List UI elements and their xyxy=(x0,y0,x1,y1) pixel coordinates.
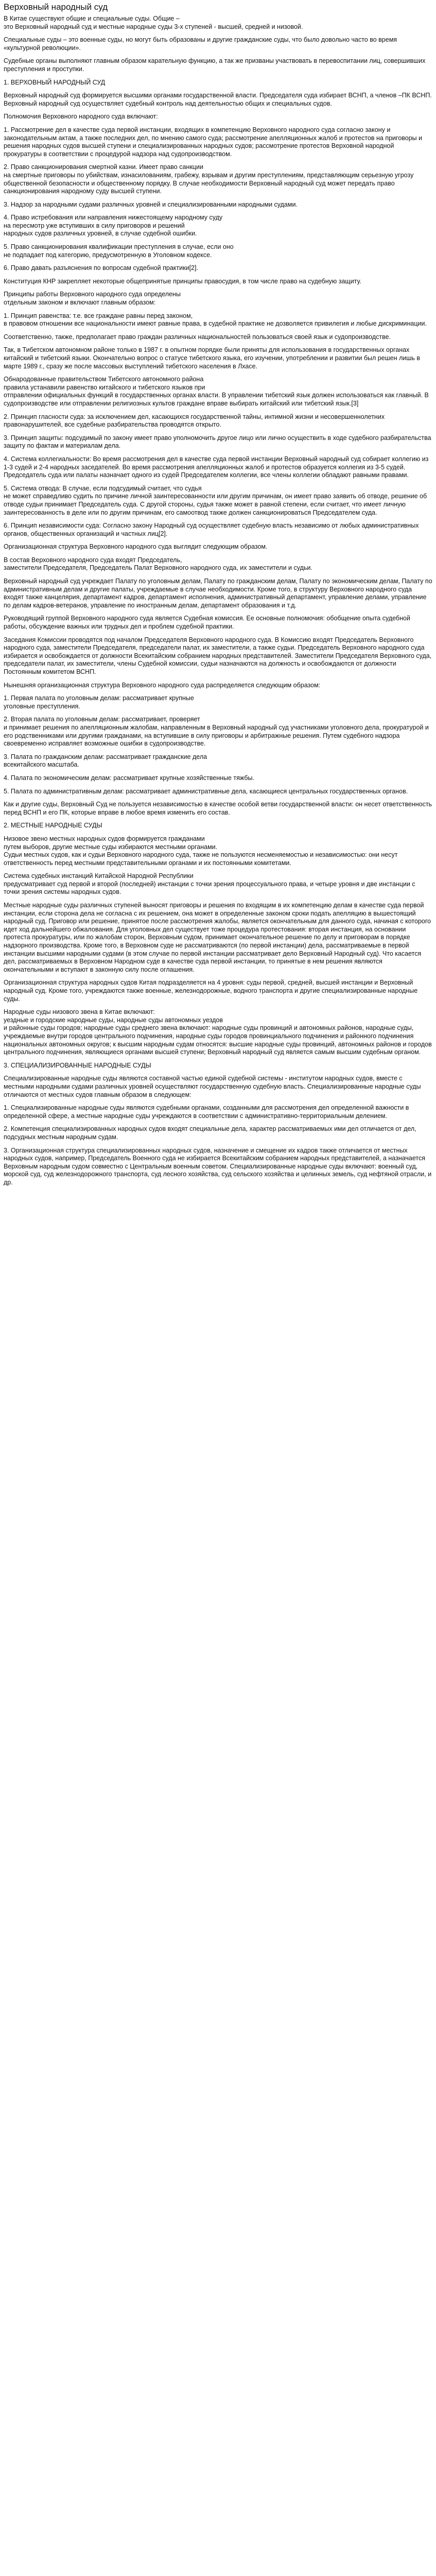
paragraph: Полномочия Верховного народного суда включают: xyxy=(4,113,158,121)
paragraph: В Китае существуют общие и специальные суды. Общие – это Верховный народный суд и местные народные суды 3-х ступеней - высшей, средней и низовой. xyxy=(4,15,303,30)
paragraph: В состав Верховного народного суда входят Председатель, заместители Председателя, Председатель Палат Верховного народного суда, их заместители и судьи. xyxy=(4,556,312,572)
paragraph: Как и другие суды, Верховный Суд не пользуется независимостью в качестве особой ветви государственной власти: он несет ответственность перед ВСНП и его ПК, которые вправе в любое время изменить его состав. xyxy=(4,801,432,816)
paragraph: Обнародованные правительством Тибетского автономного района правила устанавили равенство китайского и тибетского языков при отправлении официальных функций в государственных органах власти. В управлении тибетский язык должен использоваться как главный. В судопроизводстве или отправлении религиозных культов граждане вправе выбирать китайский или тибетский язык.[3] xyxy=(4,376,429,407)
paragraph: 4. Система коллегиальности: Во время рассмотрения дел в качестве суда первой инстанции Верховный народный суд собирает коллегию из 1-3 судей и 2-4 народных заседателей. Во время рассмотрения апелляционных жалоб и протестов образуется коллегия из 3-5 судей. Председатель суда или палаты назначает одного из судей Председателем коллегии, все члены коллегии обладают равными правами. xyxy=(4,455,429,479)
paragraph: 3. СПЕЦИАЛИЗИРОВАННЫЕ НАРОДНЫЕ СУДЫ xyxy=(4,1061,151,1069)
paragraph: 1. Специализированные народные суды являются судебными органами, созданными для рассмотрения дел определенной важности в определенной сфере, а местные народные суды учреждаются в соответствии с административно-территориальным делением. xyxy=(4,1104,409,1120)
paragraph: 5. Палата по административным делам: рассматривает административные дела, касающиеся центральных государственных органов. xyxy=(4,787,408,795)
document xyxy=(0,0,436,1198)
paragraph: 1. Первая палата по уголовным делам: рассматривает крупные уголовные преступления. xyxy=(4,694,194,710)
paragraph: 1. Принцип равенства: т.е. все граждане равны перед законом, в правовом отношении все национальности имеют равные права, в судебной практике не дозволяется привилегия и любые дискриминации. xyxy=(4,312,427,328)
paragraph: 3. Принцип защиты: подсудимый по закону имеет право уполномочить другое лицо или лично осуществить в ходе судебного разбирательства защиту по фактам и материалам дела. xyxy=(4,434,431,450)
paragraph: Соответственно, также, предполагает право граждан различных национальностей пользоваться своей язык и судопроизводстве. xyxy=(4,333,391,341)
paragraph: 1. Рассмотрение дел в качестве суда первой инстанции, входящих в компетенцию Верховного народного суда согласно закону и законодательным актам, а также последних дел, по мнению самого суда; рассмотрение апелляционных жалоб и протестов на приговоры и решения народных судов высшей ступени и специализированных народных судов; рассмотрение протестов Верховной народной прокуратуры в соответствии с процедурой надзора над судопроизводством. xyxy=(4,126,423,158)
paragraph: Специальные суды – это военные суды, но могут быть образованы и другие гражданские суды, что было довольно часто во время «культурной революции». xyxy=(4,36,397,52)
paragraph: 5. Система отвода: В случае, если подсудимый считает, что судья не может справедливо судить по причине личной заинтересованности или другим причинам, он имеет право заявить об отводе, решение об отводе судьи принимает Председатель суда. С другой стороны, судья также может в равной степени, если считает, что имеет личную заинтересованность в деле или по другим причинам, его самоотвод также должен санкционироваться Председателем суда. xyxy=(4,484,427,516)
paragraph: Народные суды низового звена в Китае включают: уездные и городские народные суды, народные суды автономных уездов и районные суды городов; народные суды среднего звена включают: народные суды провинций и автономных районов, народные суды, учреждаемые внутри городов центрального подчинения, народные суды городов провинциального подчинения и районного подчинения национальных автономных округов; к высшим народным судам относятся: высшие народные суды провинций, автономных районов и городов центрального подчинения, являющиеся органами высшей ступени; Верховный народный суд является самым высшим судебным органом. xyxy=(4,1008,432,1056)
paragraph: Система судебных инстанций Китайской Народной Республики предусматривает суд первой и второй (последней) инстанции с точки зрения процессуального права, и четыре уровня и две инстанции с точки зрения системы народных судов. xyxy=(4,872,415,896)
paragraph: 3. Палата по гражданским делам: рассматривает гражданские дела всекитайского масштаба. xyxy=(4,753,207,769)
paragraph: 3. Надзор за народными судами различных уровней и специализированными народными судами. xyxy=(4,200,298,208)
paragraph: Руководящий группой Верховного народного суда является Судебная комиссия. Ее основные полномочия: обобщение опыта судебной работы, обсуждение важных или трудных дел и проблем судебной практики. xyxy=(4,615,410,631)
paragraph: Заседания Комиссии проводятся под началом Председателя Верховного народного суда. В Комиссию входят Председатель Верховного народного суда, заместители Председателя, председатели палат, их заместители, а также судьи. Председатель Верховного народного суда избирается и освобождается от должности Всекитайским собранием народных представителей. Заместители Председателя Верховного суда, председатели палат, их заместители, члены Судебной комиссии, судьи назначаются на должность и освобождаются от должности Постоянным комитетом ВСНП. xyxy=(4,636,432,675)
paragraph: 6. Право давать разъяснения по вопросам судебной практики[2]. xyxy=(4,264,198,272)
paragraph: 2. Компетенция специализированных народных судов входят специальные дела, характер рассматриваемых ими дел отличается от дел, подсудных местным народным судам. xyxy=(4,1125,416,1141)
paragraph: Специализированные народные суды являются составной частью единой судебной системы - институтом народных судов, вместе с местными народными судами различных уровней осуществляют государственную судебную власть. Специализированные народные суды отличаются от местных судов главным образом в следующем: xyxy=(4,1075,421,1098)
paragraph: 4. Право истребования или направления нижестоящему народному суду на пересмотр уже вступивших в силу приговоров и решений народных судов различных уровней, в случае судебной ошибки. xyxy=(4,214,223,238)
paragraph: Организационная структура народных судов Китая подразделяется на 4 уровня: суды первой, средней, высшей инстанции и Верховный народный суд. Кроме того, учреждаются также военные, железнодорожные, водного транспорта и другие специализированные народные суды. xyxy=(4,979,418,1003)
paragraph: Судебные органы выполняют главным образом карательную функцию, а так же призваны участвовать в перевоспитании лиц, совершивших преступления и проступки. xyxy=(4,57,426,73)
paragraph: 2. Право санкционирования смертной казни. Имеет право санкции на смертные приговоры по убийствам, изнасилованиям, грабежу, взрывам и другим преступлениям, представляющим серьезную угрозу общественной безопасности и общественному порядку. В случае необходимости Верховный народный суд может передать право санкционирования народному суду высшей ступени. xyxy=(4,163,414,195)
paragraph: Верховный народный суд формируется высшими органами государственной власти. Председателя суда избирает ВСНП, а членов –ПК ВСНП. Верховный народный суд осуществляет судебный контроль над деятельностью общих и специальных судов. xyxy=(4,92,432,107)
document-body xyxy=(4,15,433,1187)
paragraph: Так, в Тибетском автономном районе только в 1987 г. в опытном порядке были приняты для использования в государственных органах китайский и тибетский языки. Окончательно вопрос о статусе тибетского языка, его изучении, употреблении и развитии был решен лишь в марте 1989 г., сразу же после массовых выступлений тибетского населения в Лхасе. xyxy=(4,346,420,370)
paragraph: Принципы работы Верховного народного суда определены отдельным законом и включают главным образом: xyxy=(4,291,181,307)
paragraph: Местные народные суды различных ступеней выносят приговоры и решения по входящим в их компетенцию делам в качестве суда первой инстанции, если сторона дела не согласна с их решением, она может в определенные законом сроки подать апелляцию в вышестоящий народный суд. Приговор или решение, принятое после рассмотрения жалобы, является окончательным для данного суда, начиная с которого идет ход дальнейшего обжалования. Для уголовных дел существует тоже процедура протестования: вторая инстанция, на основании протеста прокуратуры, или по жалобам сторон, Верховным судом, принимает окончательное решение по делу и приговорам в порядке надзорного производства. Кроме того, в Верховном суде не рассматриваются (по первой инстанции) дела, рассматриваемые в первой инстанции высшими народными судами (в этом случае по первой инстанции рассматривает дело Верховный Народный суд). Что касается дел, рассматриваемых в Верховном Народном суде в качестве суда первой инстанции, то принятые в нем решения являются окончательными и вступают в законную силу после оглашения. xyxy=(4,902,431,973)
paragraph: 5. Право санкционирования квалификации преступления в случае, если оно не подпадает под категорию, предусмотренную в Уголовном кодексе. xyxy=(4,243,234,259)
page-title: Верховный народный суд xyxy=(4,2,108,12)
paragraph: Верховный народный суд учреждает Палату по уголовным делам, Палату по гражданским делам, Палату по экономическим делам, Палату по административным делам и другие палаты, учреждаемые в случае необходимости. Кроме того, в структуру Верховного народного суда входят также канцелярия, департамент кадров, департамент исполнения, административный департамент, управление делами, управление по делам кадров-ветеранов, управление по иностранным делам, департамент образования и т.д. xyxy=(4,578,432,609)
paragraph: 4. Палата по экономическим делам: рассматривает крупные хозяйственные тяжбы. xyxy=(4,774,255,782)
paragraph: Конституция КНР закрепляет некоторые общепринятые принципы правосудия, в том числе право на судебную защиту. xyxy=(4,277,362,285)
paragraph: 3. Организационная структура специализированных народных судов, назначение и смещение их кадров также отличается от местных народных судов, например, Председатель Военного суда не избирается Всекитайским собранием народных представителей, а назначается Верховным народным судом совместно с Центральным военным советом. Специализированные народные суды включают: военный суд, морской суд, суд железнодорожного транспорта, суд лесного хозяйства, суд сельского хозяйства и целинных земель, суд нефтяной отрасли, и др. xyxy=(4,1146,432,1186)
paragraph: 2. МЕСТНЫЕ НАРОДНЫЕ СУДЫ xyxy=(4,822,102,829)
paragraph: Низовое звено местных народных судов формируется гражданами путем выборов, другие местные суды избираются местными органами. Судьи местных судов, как и судьи Верховного народного суда, также не пользуются несменяемостью и независимостью: они несут ответственность перед местными представительными органами и их постоянными комитетами. xyxy=(4,835,398,867)
paragraph: Организационная структура Верховного народного суда выглядит следующим образом. xyxy=(4,543,268,551)
paragraph: 6. Принцип независимости суда: Согласно закону Народный суд осуществляет судебную власть независимо от любых административных органов, общественных организаций и частных лиц[2]. xyxy=(4,522,419,537)
paragraph: 2. Вторая палата по уголовным делам: рассматривает, проверяет и принимает решения по апелляционным жалобам, направленным в Верховный народный суд участниками уголовного дела, прокуратурой и его родственниками или другими гражданами, на вступившие в силу приговоры и арбитражные решения. Путем судебного надзора своевременно исправляет возможные ошибки в судопроизводстве. xyxy=(4,716,429,748)
paragraph: 2. Принцип гласности суда: за исключением дел, касающихся государственной тайны, интимной жизни и несовершеннолетних правонарушителей, все судебные разбирательства проводятся открыто. xyxy=(4,413,385,429)
paragraph: 1. ВЕРХОВНЫЙ НАРОДНЫЙ СУД xyxy=(4,78,106,86)
paragraph: Нынешняя организационная структура Верховного народного суда распределяется следующим образом: xyxy=(4,681,321,689)
